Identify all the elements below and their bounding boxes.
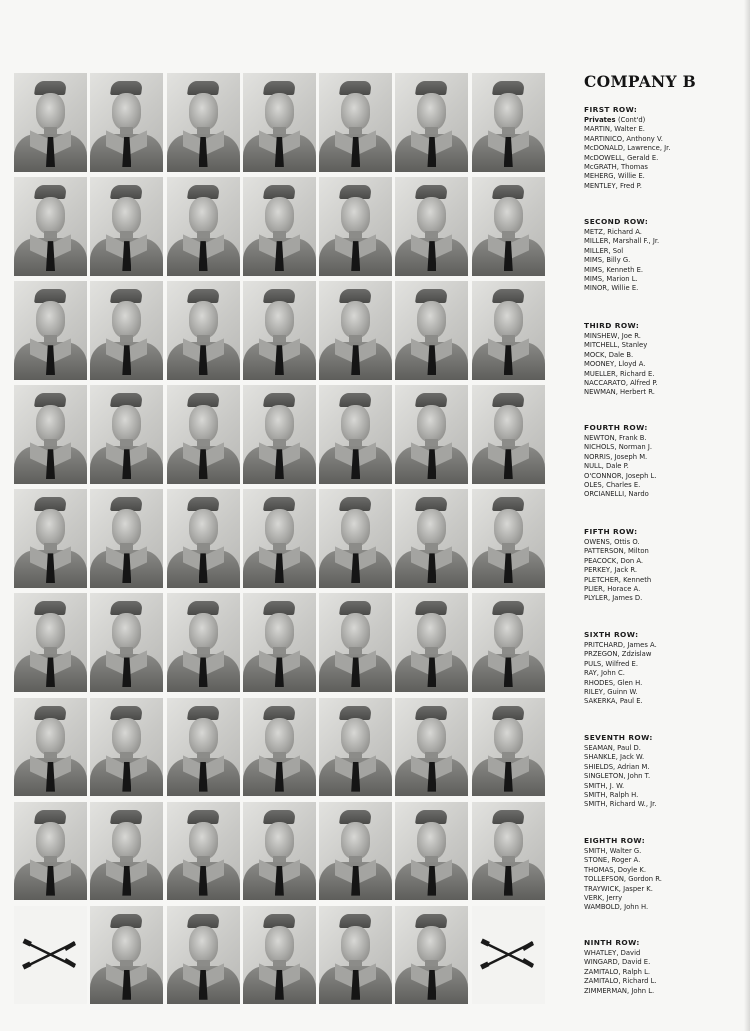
roster-name: ZAMITALO, Ralph L.: [584, 967, 651, 976]
soldier-portrait: [90, 698, 163, 797]
face: [417, 822, 446, 859]
roster-name: SAKERKA, Paul E.: [584, 697, 643, 706]
soldier-portrait: [395, 489, 468, 588]
face: [36, 718, 65, 755]
roster-name: SHIELDS, Adrian M.: [584, 762, 650, 771]
roster-section: [584, 321, 744, 398]
roster-name: ORCIANELLI, Nardo: [584, 490, 649, 499]
soldier-portrait: [167, 593, 240, 692]
roster-section: [584, 527, 744, 604]
face: [112, 509, 141, 546]
soldier-portrait: [395, 698, 468, 797]
soldier-portrait: [472, 698, 545, 797]
face: [265, 613, 294, 650]
face: [36, 822, 65, 859]
face: [494, 197, 523, 234]
roster-name: O'CONNOR, Joseph L.: [584, 471, 657, 480]
roster-name: MUELLER, Richard E.: [584, 369, 655, 378]
roster-name: TRAYWICK, Jasper K.: [584, 884, 653, 893]
face: [494, 405, 523, 442]
face: [265, 926, 294, 963]
portrait-grid: [14, 73, 547, 1004]
roster-name: MIMS, Billy G.: [584, 256, 631, 265]
soldier-portrait: [395, 385, 468, 484]
soldier-portrait: [319, 73, 392, 172]
face: [112, 718, 141, 755]
soldier-portrait: [472, 73, 545, 172]
roster-name: RAY, John C.: [584, 669, 625, 678]
roster-name: MIMS, Marion L.: [584, 275, 638, 284]
face: [494, 613, 523, 650]
roster-name: NEWTON, Frank B.: [584, 434, 647, 442]
soldier-portrait: [472, 593, 545, 692]
soldier-portrait: [472, 281, 545, 380]
face: [112, 301, 141, 338]
soldier-portrait: [319, 177, 392, 276]
soldier-portrait: [90, 802, 163, 901]
roster-name: MINOR, Willie E.: [584, 284, 639, 293]
soldier-portrait: [14, 177, 87, 276]
crossed-rifles-icon: [472, 906, 545, 1005]
roster-section: [584, 217, 744, 294]
face: [112, 197, 141, 234]
face: [189, 197, 218, 234]
face: [417, 509, 446, 546]
roster-name: VERK, Jerry: [584, 894, 623, 903]
face: [189, 509, 218, 546]
soldier-portrait: [243, 906, 316, 1005]
face: [36, 405, 65, 442]
row-heading: THIRD ROW:: [584, 321, 640, 330]
crossed-rifles-icon: [14, 906, 87, 1005]
soldier-portrait: [472, 489, 545, 588]
soldier-portrait: [167, 906, 240, 1005]
roster-name: PEACOCK, Don A.: [584, 556, 644, 565]
soldier-portrait: [395, 593, 468, 692]
roster-section: [584, 938, 744, 996]
page-title: COMPANY B: [584, 72, 696, 91]
roster-name: PRITCHARD, James A.: [584, 641, 657, 649]
roster-name: RILEY, Guinn W.: [584, 688, 638, 697]
face: [112, 93, 141, 130]
roster-name: NEWMAN, Herbert R.: [584, 388, 655, 397]
soldier-portrait: [472, 385, 545, 484]
roster-name: McDOWELL, Gerald E.: [584, 153, 659, 162]
face: [341, 613, 370, 650]
soldier-portrait: [243, 489, 316, 588]
roster-name: PRZEGON, Zdzislaw: [584, 650, 652, 659]
face: [341, 197, 370, 234]
face: [417, 718, 446, 755]
face: [341, 509, 370, 546]
roster-name: MILLER, Marshall F., Jr.: [584, 237, 660, 246]
face: [112, 822, 141, 859]
face: [265, 93, 294, 130]
row-heading: NINTH ROW:: [584, 938, 640, 947]
soldier-portrait: [243, 593, 316, 692]
face: [417, 93, 446, 130]
soldier-portrait: [167, 385, 240, 484]
row-heading: FIFTH ROW:: [584, 527, 638, 536]
face: [265, 822, 294, 859]
face: [265, 301, 294, 338]
roster-name: PLYLER, James D.: [584, 594, 643, 603]
face: [36, 197, 65, 234]
roster-section: [584, 423, 744, 500]
roster-name: WHATLEY, David: [584, 949, 641, 957]
row-heading: FIRST ROW:: [584, 105, 638, 114]
soldier-portrait: [395, 802, 468, 901]
face: [36, 301, 65, 338]
face: [189, 301, 218, 338]
face: [189, 405, 218, 442]
roster-name: ZIMMERMAN, John L.: [584, 986, 655, 995]
roster-name: PERKEY, Jack R.: [584, 566, 637, 575]
soldier-portrait: [14, 489, 87, 588]
roster-name: PULS, Wilfred E.: [584, 659, 638, 668]
roster-name: ZAMITALO, Richard L.: [584, 977, 657, 986]
face: [417, 405, 446, 442]
soldier-portrait: [472, 802, 545, 901]
row-heading: SEVENTH ROW:: [584, 733, 653, 742]
roster-name: SINGLETON, John T.: [584, 772, 651, 781]
face: [417, 197, 446, 234]
face: [341, 93, 370, 130]
roster-name: NULL, Dale P.: [584, 462, 629, 471]
soldier-portrait: [167, 73, 240, 172]
soldier-portrait: [395, 281, 468, 380]
roster-name: MINSHEW, Joe R.: [584, 332, 641, 340]
soldier-portrait: [14, 593, 87, 692]
face: [494, 93, 523, 130]
roster-section: [584, 105, 744, 191]
face: [36, 509, 65, 546]
roster-name: NICHOLS, Norman J.: [584, 443, 653, 452]
soldier-portrait: [319, 385, 392, 484]
roster-name: MOONEY, Lloyd A.: [584, 360, 646, 369]
soldier-portrait: [395, 73, 468, 172]
soldier-portrait: [243, 698, 316, 797]
soldier-portrait: [14, 73, 87, 172]
face: [189, 822, 218, 859]
face: [417, 926, 446, 963]
soldier-portrait: [90, 489, 163, 588]
soldier-portrait: [319, 698, 392, 797]
soldier-portrait: [395, 906, 468, 1005]
roster-name: TOLLEFSON, Gordon R.: [584, 875, 662, 884]
face: [189, 93, 218, 130]
roster-name: SMITH, Richard W., Jr.: [584, 800, 657, 809]
soldier-portrait: [319, 281, 392, 380]
soldier-portrait: [319, 489, 392, 588]
soldier-portrait: [243, 73, 316, 172]
roster-section: [584, 630, 744, 707]
roster-name: MEHERG, Willie E.: [584, 172, 645, 181]
face: [189, 926, 218, 963]
soldier-portrait: [167, 698, 240, 797]
face: [494, 509, 523, 546]
roster-name: SEAMAN, Paul D.: [584, 744, 641, 752]
soldier-portrait: [90, 385, 163, 484]
soldier-portrait: [243, 177, 316, 276]
roster-name: NACCARATO, Alfred P.: [584, 379, 658, 388]
roster-name: WAMBOLD, John H.: [584, 903, 649, 912]
soldier-portrait: [243, 802, 316, 901]
face: [189, 718, 218, 755]
face: [417, 301, 446, 338]
roster-name: MOCK, Dale B.: [584, 350, 634, 359]
continued-note: (Cont'd): [617, 116, 646, 124]
face: [341, 822, 370, 859]
soldier-portrait: [14, 802, 87, 901]
roster-name: MARTIN, Walter E.: [584, 125, 645, 134]
soldier-portrait: [395, 177, 468, 276]
roster-name: SHANKLE, Jack W.: [584, 753, 645, 762]
rank-label: Privates: [584, 116, 616, 124]
roster-name: NORRIS, Joseph M.: [584, 452, 648, 461]
soldier-portrait: [167, 177, 240, 276]
face: [112, 613, 141, 650]
soldier-portrait: [14, 281, 87, 380]
soldier-portrait: [90, 906, 163, 1005]
roster-name: SMITH, J. W.: [584, 781, 625, 790]
row-heading: SIXTH ROW:: [584, 630, 639, 639]
soldier-portrait: [243, 385, 316, 484]
roster-name: MILLER, Sol: [584, 246, 624, 255]
roster-name: McDONALD, Lawrence, Jr.: [584, 144, 671, 153]
face: [417, 613, 446, 650]
face: [265, 509, 294, 546]
face: [341, 718, 370, 755]
face: [265, 718, 294, 755]
roster-name: MARTINICO, Anthony V.: [584, 134, 663, 143]
roster-name: STONE, Roger A.: [584, 856, 641, 865]
roster-column: [584, 72, 744, 995]
soldier-portrait: [167, 281, 240, 380]
face: [36, 93, 65, 130]
roster-name: PLETCHER, Kenneth: [584, 575, 652, 584]
roster-name: MITCHELL, Stanley: [584, 341, 648, 350]
roster-name: SMITH, Ralph H.: [584, 791, 639, 800]
roster-name: PATTERSON, Milton: [584, 547, 649, 556]
face: [112, 926, 141, 963]
soldier-portrait: [90, 177, 163, 276]
soldier-portrait: [14, 698, 87, 797]
face: [341, 301, 370, 338]
roster-name: RHODES, Glen H.: [584, 678, 643, 687]
row-heading: EIGHTH ROW:: [584, 836, 646, 845]
soldier-portrait: [472, 177, 545, 276]
soldier-portrait: [167, 489, 240, 588]
face: [341, 926, 370, 963]
page-edge-shadow: [744, 0, 750, 1031]
soldier-portrait: [90, 593, 163, 692]
soldier-portrait: [14, 385, 87, 484]
roster-name: SMITH, Walter G.: [584, 847, 642, 855]
roster-name: METZ, Richard A.: [584, 228, 642, 236]
roster-name: PLIER, Horace A.: [584, 585, 641, 594]
row-heading: SECOND ROW:: [584, 217, 649, 226]
soldier-portrait: [90, 281, 163, 380]
roster-name: MENTLEY, Fred P.: [584, 181, 642, 190]
face: [112, 405, 141, 442]
roster-name: OWENS, Ottis O.: [584, 538, 640, 546]
roster-section: [584, 733, 744, 810]
face: [494, 822, 523, 859]
face: [494, 301, 523, 338]
soldier-portrait: [90, 73, 163, 172]
soldier-portrait: [167, 802, 240, 901]
soldier-portrait: [319, 906, 392, 1005]
soldier-portrait: [319, 802, 392, 901]
soldier-portrait: [243, 281, 316, 380]
roster-name: THOMAS, Doyle K.: [584, 865, 647, 874]
face: [265, 405, 294, 442]
roster-section: [584, 836, 744, 913]
soldier-portrait: [319, 593, 392, 692]
face: [494, 718, 523, 755]
rank-subheading: [584, 116, 744, 125]
roster-name: WINGARD, David E.: [584, 958, 651, 967]
face: [341, 405, 370, 442]
roster-name: OLES, Charles E.: [584, 481, 641, 490]
face: [189, 613, 218, 650]
roster-name: MIMS, Kenneth E.: [584, 265, 644, 274]
face: [36, 613, 65, 650]
roster-name: McGRATH, Thomas: [584, 163, 648, 172]
face: [265, 197, 294, 234]
row-heading: FOURTH ROW:: [584, 423, 648, 432]
